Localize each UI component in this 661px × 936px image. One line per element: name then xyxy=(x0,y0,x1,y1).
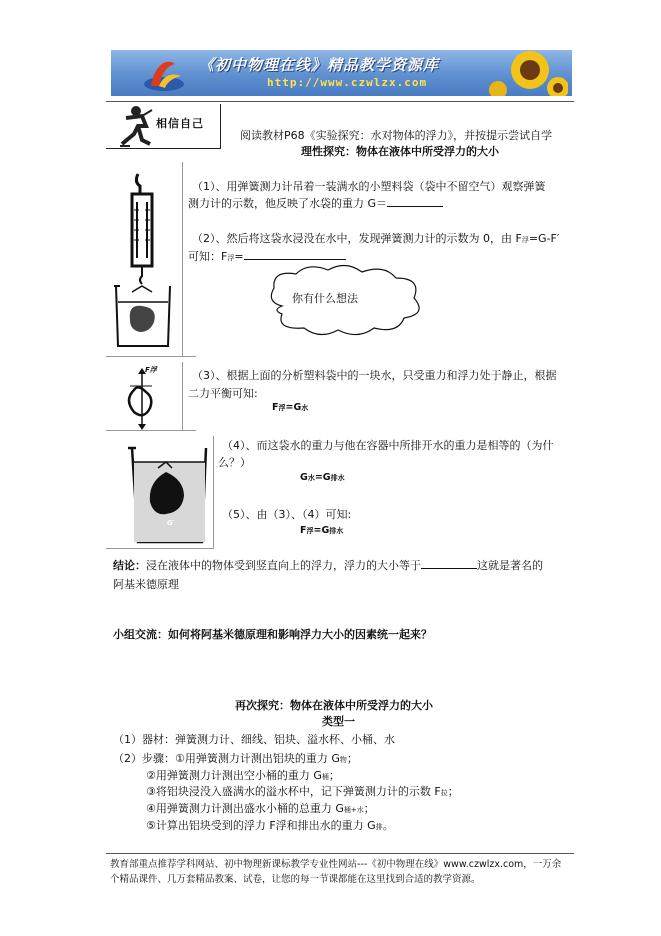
sunflower-icon xyxy=(478,50,568,96)
fig3-bottom-rule xyxy=(106,430,196,431)
footer xyxy=(110,857,580,887)
step2-text-b: 可知：F xyxy=(188,250,228,263)
conclusion-label: 结论： xyxy=(113,559,146,572)
procedure-step5: ⑤计算出铝块受到的浮力 F浮和排出水的重力 G xyxy=(146,819,376,832)
banner-url: http://www.czwlzx.com xyxy=(267,76,428,89)
step2-tail-a: =G-F′ xyxy=(528,232,560,245)
steps-line-5 xyxy=(146,817,394,833)
fig3-divider xyxy=(182,362,183,430)
step5-line: （5）、由（3）、（4）可知: xyxy=(222,508,352,521)
fig3-label: F浮 xyxy=(145,366,157,374)
fig4-bottom-rule xyxy=(106,548,214,549)
step2-line-a xyxy=(192,230,559,246)
f3-sub1: 浮 xyxy=(278,404,286,412)
conclusion-blank[interactable] xyxy=(421,557,477,569)
cloud-text: 你有什么想法 xyxy=(292,292,358,305)
step4-line-a: （4）、而这袋水的重力与他在容器中所排开水的重力是相等的（为什 xyxy=(222,439,554,452)
f4-mid: =G xyxy=(314,472,331,483)
procedure-step1: ①用弹簧测力计测出铝块的重力 G xyxy=(175,752,340,765)
steps-line-3 xyxy=(146,783,459,799)
header-rule xyxy=(106,101,574,102)
procedure-step3-tail: ； xyxy=(447,785,459,798)
f5-a: F xyxy=(300,525,307,536)
procedure-step4: ④用弹簧测力计测出盛水小桶的总重力 G xyxy=(146,802,344,815)
procedure-step3-sub: 拉 xyxy=(440,789,448,797)
procedure-step2-tail: ； xyxy=(328,769,340,782)
procedure-step5-tail: 。 xyxy=(382,819,394,832)
equipment-line: （1）器材：弹簧测力计、细线、铝块、溢水杯、小桶、水 xyxy=(113,733,395,746)
group-discussion: 小组交流：如何将阿基米德原理和影响浮力大小的因素统一起来？ xyxy=(113,628,432,641)
f5-mid: =G xyxy=(313,525,330,536)
procedure-step4-sub: 桶+水 xyxy=(343,806,364,814)
step1-line-a: （1）、用弹簧测力计吊着一装满水的小塑料袋（袋中不留空气）观察弹簧 xyxy=(192,180,546,193)
section-title: 理性探究：物体在液体中所受浮力的大小 xyxy=(301,145,499,158)
procedure-step5-sub: 排 xyxy=(375,823,383,831)
procedure-step4-tail: ； xyxy=(363,802,375,815)
step1-line-b xyxy=(188,195,443,211)
conclusion-tail: 这就是著名的 xyxy=(477,559,543,572)
steps-label: （2）步骤： xyxy=(113,752,175,765)
procedure-step1-tail: ； xyxy=(346,752,358,765)
f5-sub2: 排水 xyxy=(329,527,344,535)
footer-rule xyxy=(106,853,574,854)
f4-sub2: 排水 xyxy=(330,474,345,482)
steps-line-2 xyxy=(146,767,340,783)
fig1-bottom-rule xyxy=(106,356,196,357)
step3-line-a: （3）、根据上面的分析塑料袋中的一块水，只受重力和浮力处于静止，根据 xyxy=(192,369,557,382)
step2-blank[interactable] xyxy=(244,248,346,260)
procedure-step3: ③将铝块浸没入盛满水的溢水杯中，记下弹簧测力计的示数 F xyxy=(146,785,441,798)
second-title: 再次探究：物体在液体中所受浮力的大小 xyxy=(235,699,433,712)
conclusion-line-b: 阿基米德原理 xyxy=(113,578,179,591)
step4-line-b: 么？） xyxy=(218,456,251,469)
step2-sub-a: 浮 xyxy=(521,236,529,244)
badge-label: 相信自己 xyxy=(156,117,204,130)
step2-sub-b: 浮 xyxy=(227,254,235,262)
fig4-label: G′ xyxy=(167,519,175,527)
f4-sub1: 水 xyxy=(307,474,315,482)
step1-blank[interactable] xyxy=(387,195,443,207)
step3-line-b: 二力平衡可知: xyxy=(188,387,258,400)
steps-line-1 xyxy=(113,750,358,766)
f3-sub2: 水 xyxy=(301,404,309,412)
step3-formula xyxy=(272,402,308,413)
footer-line-1: 教育部重点推荐学科网站、初中物理新课标教学专业性网站---《初中物理在线》www.czwlzx.com，一万余 xyxy=(110,859,562,870)
footer-line-2: 个精品课件、几万套精品教案、试卷，让您的每一节课都能在这里找到合适的教学资源。 xyxy=(110,874,481,885)
procedure-step1-sub: 物 xyxy=(339,756,347,764)
f5-sub1: 浮 xyxy=(306,527,314,535)
beaker-figure xyxy=(126,444,210,546)
step4-formula xyxy=(300,472,345,483)
banner-title: 《初中物理在线》精品教学资源库 xyxy=(199,56,440,74)
step2-text-a: （2）、然后将这袋水浸没在水中，发现弹簧测力计的示数为 0，由 F xyxy=(192,232,522,245)
step5-formula xyxy=(300,525,343,536)
spring-scale-figure xyxy=(110,170,178,348)
conclusion-line-a xyxy=(113,557,543,573)
step2-tail-b: = xyxy=(234,250,244,263)
f4-a: G xyxy=(300,472,308,483)
header-banner xyxy=(111,50,572,96)
f3-a: F xyxy=(272,402,279,413)
conclusion-text: 浸在液体中的物体受到竖直向上的浮力，浮力的大小等于 xyxy=(146,559,421,572)
procedure-step2-sub: 桶 xyxy=(321,773,329,781)
intro-text: 阅读教材P68《实验探究：水对物体的浮力》，并按提示尝试自学 xyxy=(240,129,553,142)
step1-text: 测力计的示数，他反映了水袋的重力 G＝ xyxy=(188,197,388,210)
force-diagram-figure xyxy=(120,364,168,434)
skater-icon xyxy=(112,104,156,148)
type-label: 类型一 xyxy=(322,715,355,728)
site-logo-icon xyxy=(141,54,187,94)
fig-divider xyxy=(182,162,183,356)
procedure-step2: ②用弹簧测力计测出空小桶的重力 G xyxy=(146,769,322,782)
fig4-divider xyxy=(213,436,214,548)
steps-line-4 xyxy=(146,800,375,816)
f3-mid: =G xyxy=(285,402,302,413)
